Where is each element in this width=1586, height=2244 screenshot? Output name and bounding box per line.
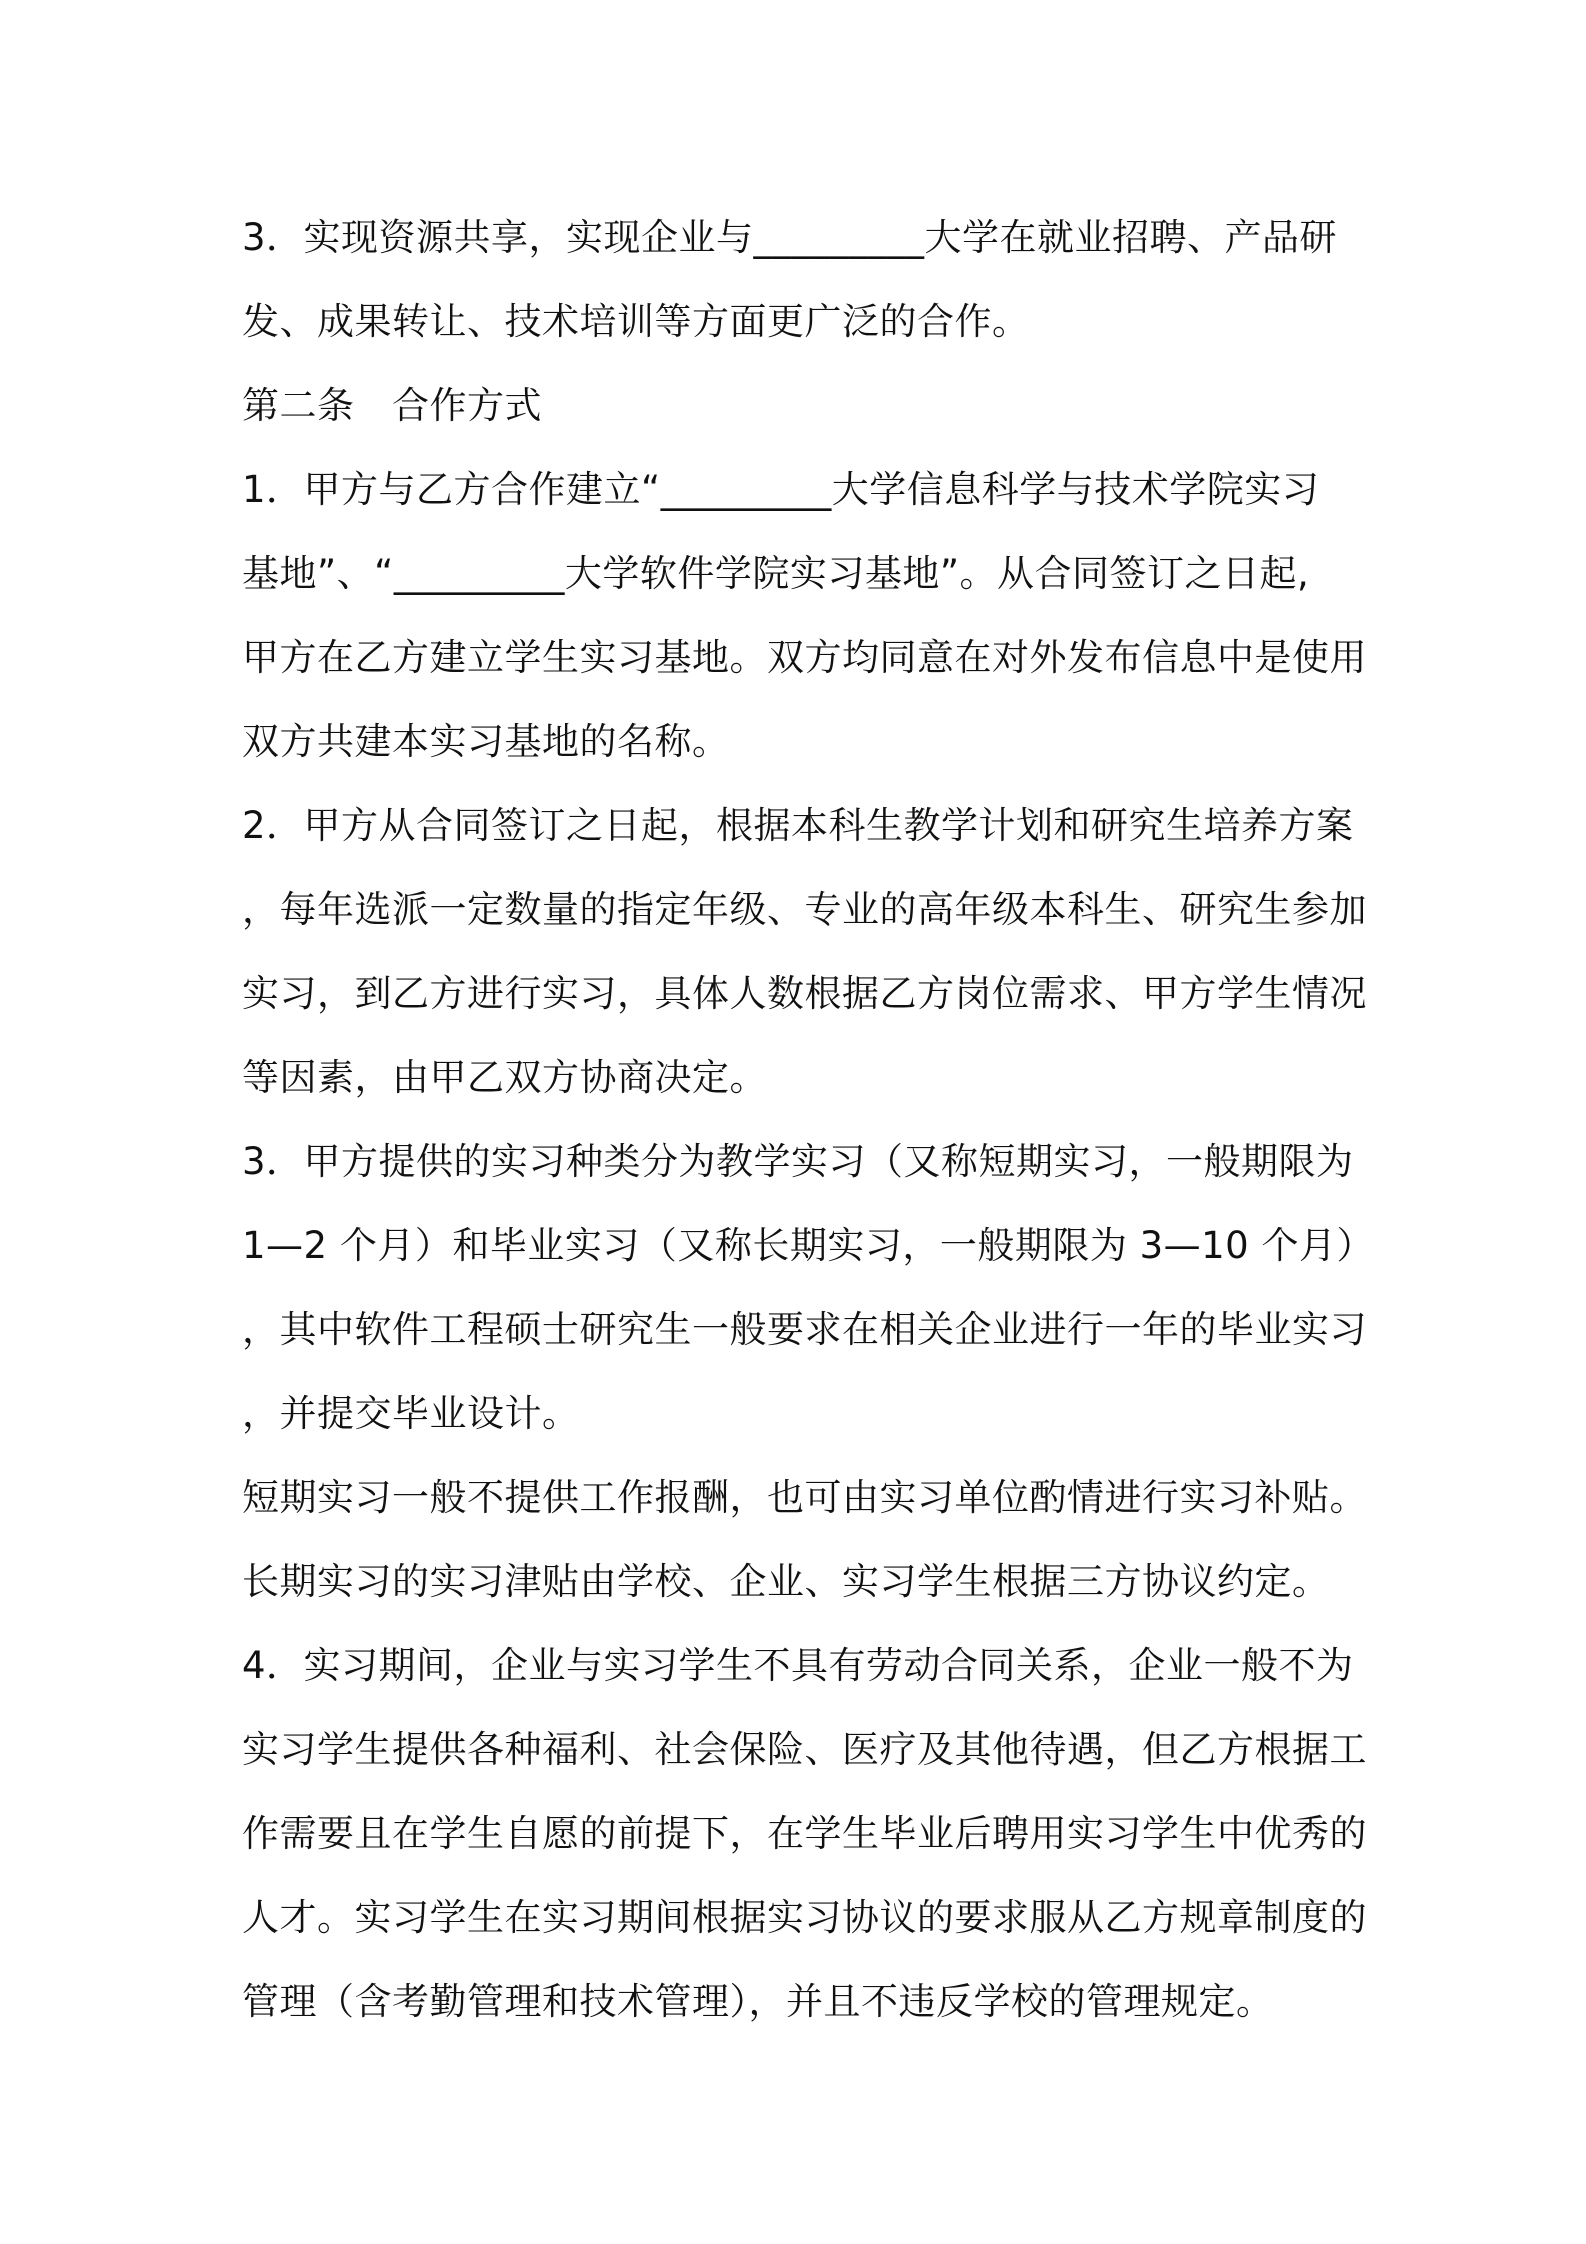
text-line: 实习，到乙方进行实习，具体人数根据乙方岗位需求、甲方学生情况 [242, 972, 1367, 1015]
text-line: 实习学生提供各种福利、社会保险、医疗及其他待遇，但乙方根据工 [242, 1728, 1367, 1771]
text-line: 甲方在乙方建立学生实习基地。双方均同意在对外发布信息中是使用 [242, 636, 1367, 679]
text-line: 基地”、“_________大学软件学院实习基地”。从合同签订之日起, [242, 552, 1310, 595]
section-heading: 第二条 合作方式 [242, 384, 542, 427]
text-line: ，其中软件工程硕士研究生一般要求在相关企业进行一年的毕业实习 [242, 1308, 1367, 1351]
text-line: 等因素，由甲乙双方协商决定。 [242, 1056, 767, 1099]
text-line: 2．甲方从合同签订之日起，根据本科生教学计划和研究生培养方案 [242, 804, 1354, 847]
text-line: 人才。实习学生在实习期间根据实习协议的要求服从乙方规章制度的 [242, 1896, 1367, 1939]
text-line: 4．实习期间，企业与实习学生不具有劳动合同关系，企业一般不为 [242, 1644, 1354, 1687]
text-line: 短期实习一般不提供工作报酬，也可由实习单位酌情进行实习补贴。 [242, 1476, 1367, 1519]
text-line: ，每年选派一定数量的指定年级、专业的高年级本科生、研究生参加 [242, 888, 1367, 931]
text-line: 1．甲方与乙方合作建立“_________大学信息科学与技术学院实习 [242, 468, 1320, 511]
document-body [242, 196, 1374, 2044]
text-line: 作需要且在学生自愿的前提下，在学生毕业后聘用实习学生中优秀的 [242, 1812, 1367, 1855]
text-line: 发、成果转让、技术培训等方面更广泛的合作。 [242, 300, 1030, 343]
text-line: 3．实现资源共享，实现企业与_________大学在就业招聘、产品研 [242, 216, 1338, 259]
text-line: ，并提交毕业设计。 [242, 1392, 580, 1435]
text-line: 双方共建本实习基地的名称。 [242, 720, 730, 763]
text-line: 3．甲方提供的实习种类分为教学实习（又称短期实习，一般期限为 [242, 1140, 1354, 1183]
text-line: 管理（含考勤管理和技术管理），并且不违反学校的管理规定。 [242, 1980, 1274, 2023]
text-line: 长期实习的实习津贴由学校、企业、实习学生根据三方协议约定。 [242, 1560, 1330, 1603]
text-line: 1—2 个月）和毕业实习（又称长期实习，一般期限为 3—10 个月） [242, 1224, 1374, 1267]
